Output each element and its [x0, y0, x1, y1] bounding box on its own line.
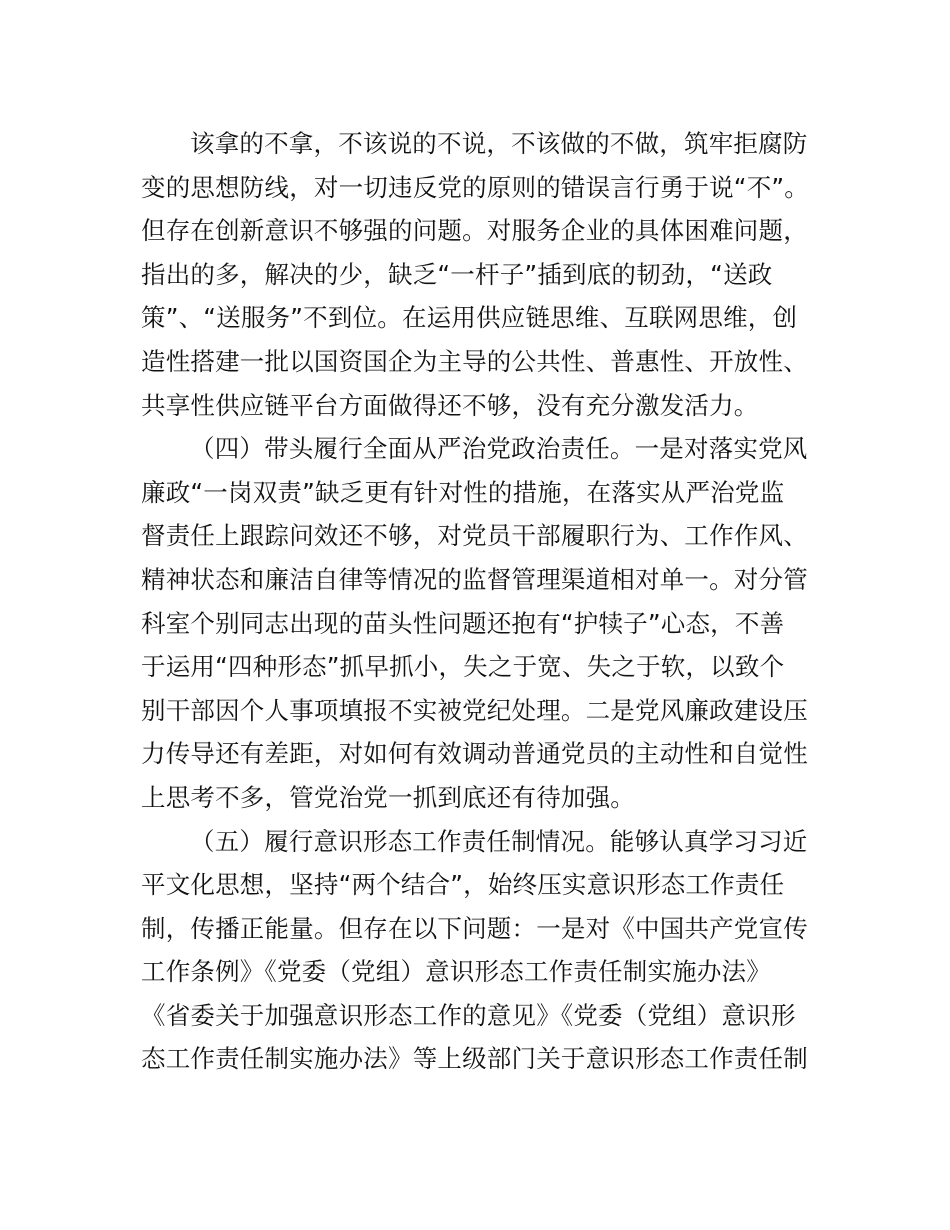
text-line: 《省委关于加强意识形态工作的意见》《党委（党组）意识形	[141, 1000, 796, 1030]
text-line: 科室个别同志出现的苗头性问题还抱有“护犊子”心态，不善	[141, 608, 785, 638]
text-line: 造性搭建一批以国资国企为主导的公共性、普惠性、开放性、	[141, 346, 808, 376]
text-line: 策”、“送服务”不到位。在运用供应链思维、互联网思维，创	[141, 303, 798, 333]
text-line: 指出的多，解决的少，缺乏“一杆子”插到底的韧劲，“送政	[141, 259, 773, 289]
text-line: 上思考不多，管党治党一抓到底还有待加强。	[141, 782, 635, 812]
text-line: 平文化思想，坚持“两个结合”，始终压实意识形态工作责任	[141, 870, 785, 900]
text-line: 该拿的不拿，不该说的不说，不该做的不做，筑牢拒腐防	[190, 129, 808, 158]
text-line: 廉政“一岗双责”缺乏更有针对性的措施，在落实从严治党监	[141, 477, 785, 507]
text-line: 力传导还有差距，对如何有效调动普通党员的主动性和自觉性	[141, 739, 808, 769]
text-line: 于运用“四种形态”抓早抓小，失之于宽、失之于软，以致个	[141, 652, 785, 682]
text-line: 精神状态和廉洁自律等情况的监督管理渠道相对单一。对分管	[141, 564, 808, 594]
text-line: 共享性供应链平台方面做得还不够，没有充分激发活力。	[141, 390, 759, 420]
body-text	[141, 122, 816, 1081]
section-heading-line: （四）带头履行全面从严治党政治责任。一是对落实党风	[190, 434, 808, 464]
text-line: 态工作责任制实施办法》等上级部门关于意识形态工作责任制	[141, 1044, 808, 1074]
text-line: 工作条例》《党委（党组）意识形态工作责任制实施办法》	[141, 957, 771, 987]
text-line: 别干部因个人事项填报不实被党纪处理。二是党风廉政建设压	[141, 695, 808, 725]
text-line: 但存在创新意识不够强的问题。对服务企业的具体困难问题，	[141, 216, 808, 246]
section-heading-line: （五）履行意识形态工作责任制情况。能够认真学习习近	[190, 826, 808, 856]
text-line: 变的思想防线，对一切违反党的原则的错误言行勇于说“不”。	[141, 172, 809, 202]
text-line: 督责任上跟踪问效还不够，对党员干部履职行为、工作作风、	[141, 521, 808, 551]
text-line: 制，传播正能量。但存在以下问题：一是对《中国共产党宣传	[141, 913, 808, 943]
